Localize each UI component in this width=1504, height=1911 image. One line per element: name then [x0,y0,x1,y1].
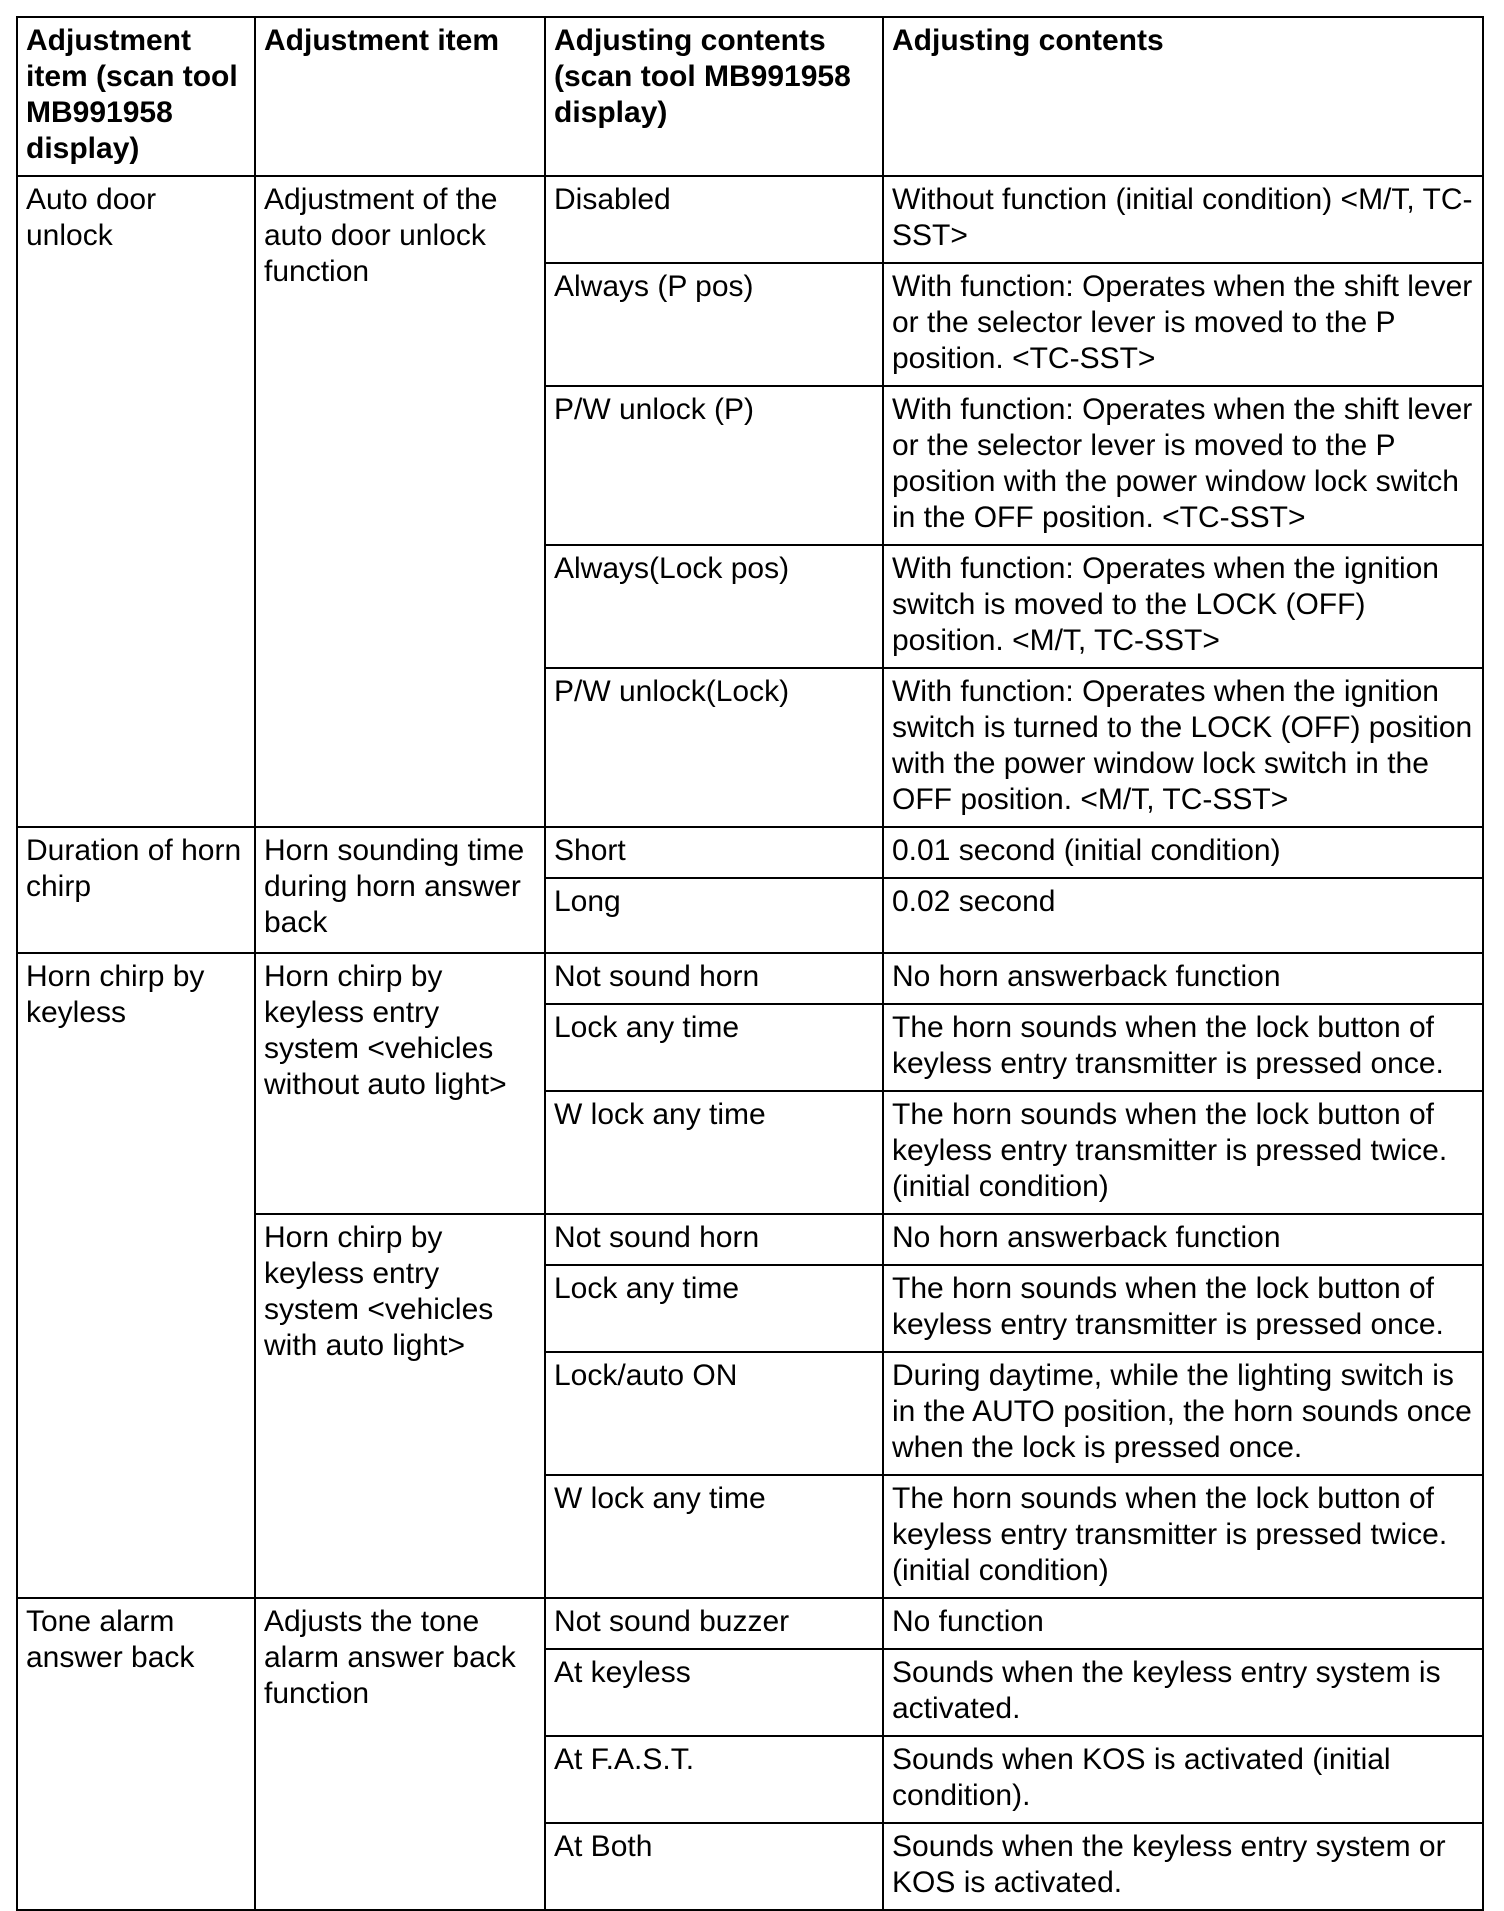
option-display-cell: Short [545,827,883,878]
option-display-cell: Lock any time [545,1265,883,1352]
item-display-cell: Tone alarm answer back [17,1598,255,1910]
option-content-cell: No horn answerback function [883,1214,1483,1265]
item-cell: Horn sounding time during horn answer back [255,827,545,953]
option-content-cell: No horn answerback function [883,953,1483,1004]
option-display-cell: Always (P pos) [545,263,883,386]
header-contents: Adjusting contents [883,17,1483,176]
option-display-cell: P/W unlock (P) [545,386,883,545]
adjustment-table [16,16,1484,1911]
option-display-cell: P/W unlock(Lock) [545,668,883,827]
header-item-display: Adjustment item (scan tool MB991958 display) [17,17,255,176]
header-item: Adjustment item [255,17,545,176]
table-row [17,953,1483,1004]
item-display-cell: Auto door unlock [17,176,255,827]
header-contents-display: Adjusting contents (scan tool MB991958 display) [545,17,883,176]
option-content-cell: No function [883,1598,1483,1649]
table-row [17,827,1483,878]
option-content-cell: With function: Operates when the shift lever or the selector lever is moved to the P position. <TC-SST> [883,263,1483,386]
option-display-cell: Not sound horn [545,1214,883,1265]
option-display-cell: At Both [545,1823,883,1910]
option-content-cell: With function: Operates when the ignition switch is moved to the LOCK (OFF) position. <M/T, TC-SST> [883,545,1483,668]
item-cell: Adjustment of the auto door unlock function [255,176,545,827]
option-content-cell: 0.01 second (initial condition) [883,827,1483,878]
option-content-cell: The horn sounds when the lock button of keyless entry transmitter is pressed twice. (initial condition) [883,1475,1483,1598]
item-display-cell: Horn chirp by keyless [17,953,255,1598]
option-display-cell: At F.A.S.T. [545,1736,883,1823]
table-row [17,176,1483,263]
option-content-cell: Sounds when KOS is activated (initial condition). [883,1736,1483,1823]
option-display-cell: Lock any time [545,1004,883,1091]
option-display-cell: W lock any time [545,1091,883,1214]
item-cell: Horn chirp by keyless entry system <vehicles with auto light> [255,1214,545,1598]
table-row [17,1598,1483,1649]
option-content-cell: With function: Operates when the shift lever or the selector lever is moved to the P position with the power window lock switch in the OFF position. <TC-SST> [883,386,1483,545]
option-display-cell: Disabled [545,176,883,263]
option-content-cell: Sounds when the keyless entry system is activated. [883,1649,1483,1736]
option-content-cell: During daytime, while the lighting switch is in the AUTO position, the horn sounds once when the lock is pressed once. [883,1352,1483,1475]
option-content-cell: With function: Operates when the ignition switch is turned to the LOCK (OFF) position with the power window lock switch in the OFF position. <M/T, TC-SST> [883,668,1483,827]
option-content-cell: Sounds when the keyless entry system or KOS is activated. [883,1823,1483,1910]
option-display-cell: W lock any time [545,1475,883,1598]
option-content-cell: The horn sounds when the lock button of keyless entry transmitter is pressed twice. (initial condition) [883,1091,1483,1214]
option-display-cell: Not sound buzzer [545,1598,883,1649]
item-cell: Adjusts the tone alarm answer back function [255,1598,545,1910]
item-cell: Horn chirp by keyless entry system <vehicles without auto light> [255,953,545,1214]
option-content-cell: Without function (initial condition) <M/T, TC-SST> [883,176,1483,263]
header-row [17,17,1483,176]
option-content-cell: The horn sounds when the lock button of keyless entry transmitter is pressed once. [883,1265,1483,1352]
item-display-cell: Duration of horn chirp [17,827,255,953]
option-display-cell: Always(Lock pos) [545,545,883,668]
option-display-cell: Long [545,878,883,953]
option-content-cell: The horn sounds when the lock button of keyless entry transmitter is pressed once. [883,1004,1483,1091]
option-display-cell: Lock/auto ON [545,1352,883,1475]
option-content-cell: 0.02 second [883,878,1483,953]
option-display-cell: Not sound horn [545,953,883,1004]
option-display-cell: At keyless [545,1649,883,1736]
